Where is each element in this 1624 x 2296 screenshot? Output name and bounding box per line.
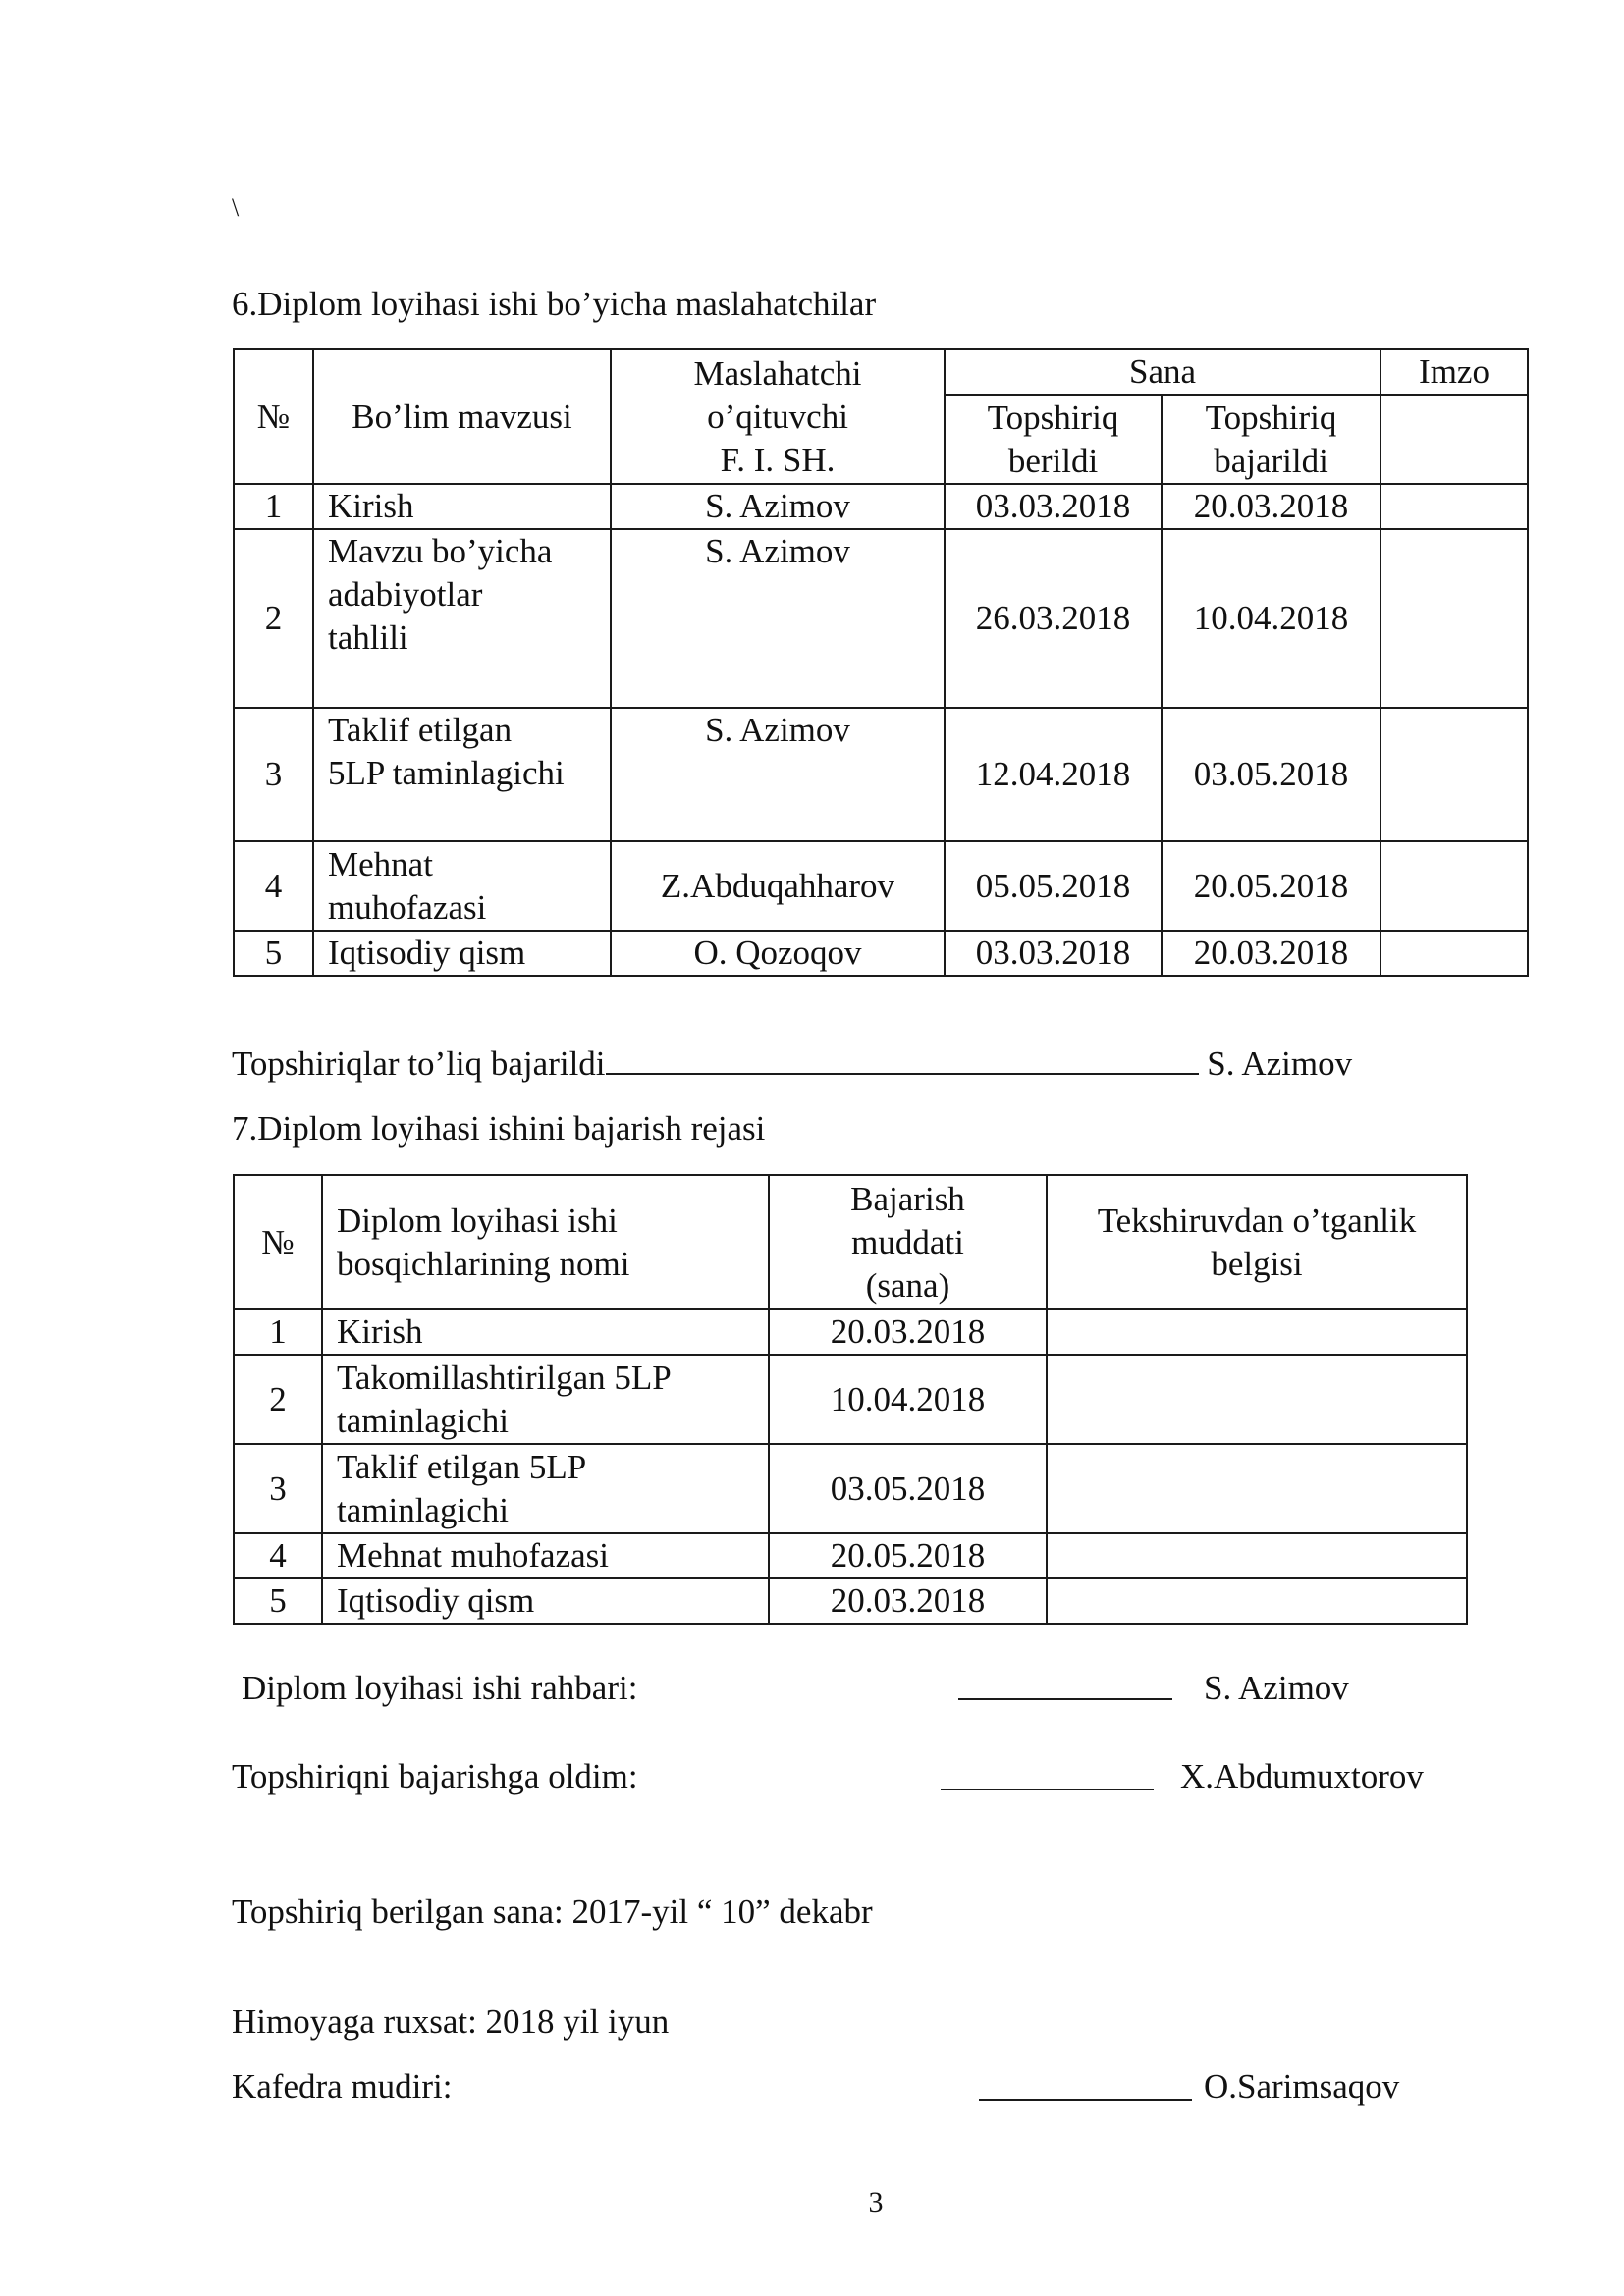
row-done: 20.03.2018: [1162, 484, 1380, 529]
stray-mark: \: [232, 193, 240, 222]
row-topic: Iqtisodiy qism: [313, 931, 611, 976]
table-row: [234, 484, 1528, 529]
table-row: [234, 708, 1528, 841]
table-row: [234, 1578, 1467, 1624]
header-done: Topshiriq bajarildi: [1162, 395, 1380, 484]
row-consultant: S. Azimov: [611, 708, 945, 841]
issue-date: Topshiriq berilgan sana: 2017-yil “ 10” dekabr: [232, 1893, 873, 1931]
supervisor-signature-blank: [958, 1698, 1172, 1700]
row-consultant: Z.Abduqahharov: [611, 841, 945, 931]
row-consultant: S. Azimov: [611, 484, 945, 529]
signature-blank: [606, 1041, 1199, 1075]
check-cell: [1047, 1309, 1467, 1355]
row-stage: Iqtisodiy qism: [322, 1578, 769, 1624]
row-stage: Mehnat muhofazasi: [322, 1533, 769, 1578]
row-consultant: O. Qozoqov: [611, 931, 945, 976]
row-topic: Taklif etilgan 5LP taminlagichi: [313, 708, 611, 841]
row-given: 26.03.2018: [945, 529, 1162, 708]
plan-table: [233, 1174, 1468, 1625]
header-check: Tekshiruvdan o’tganlik belgisi: [1047, 1175, 1467, 1309]
signature-cell: [1380, 931, 1528, 976]
header-signature: Imzo: [1380, 349, 1528, 395]
accepted-signature-blank: [941, 1789, 1154, 1790]
row-stage: Takomillashtirilgan 5LP taminlagichi: [322, 1355, 769, 1444]
check-cell: [1047, 1533, 1467, 1578]
row-stage: Kirish: [322, 1309, 769, 1355]
completed-name: S. Azimov: [1207, 1044, 1353, 1083]
table-row: [234, 1309, 1467, 1355]
table-row: [234, 529, 1528, 708]
header-no: №: [234, 349, 313, 484]
table-row: [234, 1444, 1467, 1533]
row-no: 4: [234, 841, 313, 931]
row-no: 3: [234, 1444, 322, 1533]
accepted-label: Topshiriqni bajarishga oldim:: [232, 1757, 638, 1795]
row-done: 10.04.2018: [1162, 529, 1380, 708]
table-row: [234, 931, 1528, 976]
row-done: 20.05.2018: [1162, 841, 1380, 931]
signature-cell: [1380, 841, 1528, 931]
completed-line: [232, 1041, 1352, 1086]
header-given: Topshiriq berildi: [945, 395, 1162, 484]
row-no: 1: [234, 1309, 322, 1355]
signature-cell: [1380, 708, 1528, 841]
row-topic: Mavzu bo’yicha adabiyotlar tahlili: [313, 529, 611, 708]
section6-title: 6.Diplom loyihasi ishi bo’yicha maslahatchilar: [232, 285, 877, 323]
row-no: 3: [234, 708, 313, 841]
check-cell: [1047, 1578, 1467, 1624]
row-given: 03.03.2018: [945, 931, 1162, 976]
check-cell: [1047, 1355, 1467, 1444]
row-no: 1: [234, 484, 313, 529]
row-deadline: 20.03.2018: [769, 1309, 1047, 1355]
completed-label: Topshiriqlar to’liq bajarildi: [232, 1044, 606, 1083]
table-row: [234, 1355, 1467, 1444]
header-date: Sana: [945, 349, 1380, 395]
row-no: 2: [234, 529, 313, 708]
header-deadline: Bajarish muddati (sana): [769, 1175, 1047, 1309]
row-done: 03.05.2018: [1162, 708, 1380, 841]
row-no: 4: [234, 1533, 322, 1578]
header-topic: Bo’lim mavzusi: [313, 349, 611, 484]
head-name: O.Sarimsaqov: [1204, 2067, 1400, 2106]
row-given: 03.03.2018: [945, 484, 1162, 529]
header-consultant: Maslahatchi o’qituvchi F. I. SH.: [611, 349, 945, 484]
page-number: 3: [868, 2186, 884, 2218]
row-no: 5: [234, 1578, 322, 1624]
accepted-name: X.Abdumuxtorov: [1180, 1757, 1424, 1795]
signature-cell: [1380, 484, 1528, 529]
row-deadline: 20.05.2018: [769, 1533, 1047, 1578]
row-no: 5: [234, 931, 313, 976]
header-no: №: [234, 1175, 322, 1309]
defense-permission: Himoyaga ruxsat: 2018 yil iyun: [232, 2002, 670, 2041]
header-stage: Diplom loyihasi ishi bosqichlarining nomi: [322, 1175, 769, 1309]
signature-cell: [1380, 395, 1528, 484]
table-row: [234, 841, 1528, 931]
row-consultant: S. Azimov: [611, 529, 945, 708]
consultants-table: [233, 348, 1529, 977]
row-topic: Mehnat muhofazasi: [313, 841, 611, 931]
section7-title: 7.Diplom loyihasi ishini bajarish rejasi: [232, 1109, 766, 1148]
row-stage: Taklif etilgan 5LP taminlagichi: [322, 1444, 769, 1533]
signature-cell: [1380, 529, 1528, 708]
row-deadline: 20.03.2018: [769, 1578, 1047, 1624]
row-deadline: 10.04.2018: [769, 1355, 1047, 1444]
row-topic: Kirish: [313, 484, 611, 529]
row-given: 05.05.2018: [945, 841, 1162, 931]
head-label: Kafedra mudiri:: [232, 2067, 453, 2106]
check-cell: [1047, 1444, 1467, 1533]
head-signature-blank: [979, 2099, 1192, 2101]
supervisor-name: S. Azimov: [1204, 1669, 1349, 1707]
table-row: [234, 1533, 1467, 1578]
supervisor-label: Diplom loyihasi ishi rahbari:: [242, 1669, 638, 1707]
row-done: 20.03.2018: [1162, 931, 1380, 976]
row-no: 2: [234, 1355, 322, 1444]
row-deadline: 03.05.2018: [769, 1444, 1047, 1533]
row-given: 12.04.2018: [945, 708, 1162, 841]
